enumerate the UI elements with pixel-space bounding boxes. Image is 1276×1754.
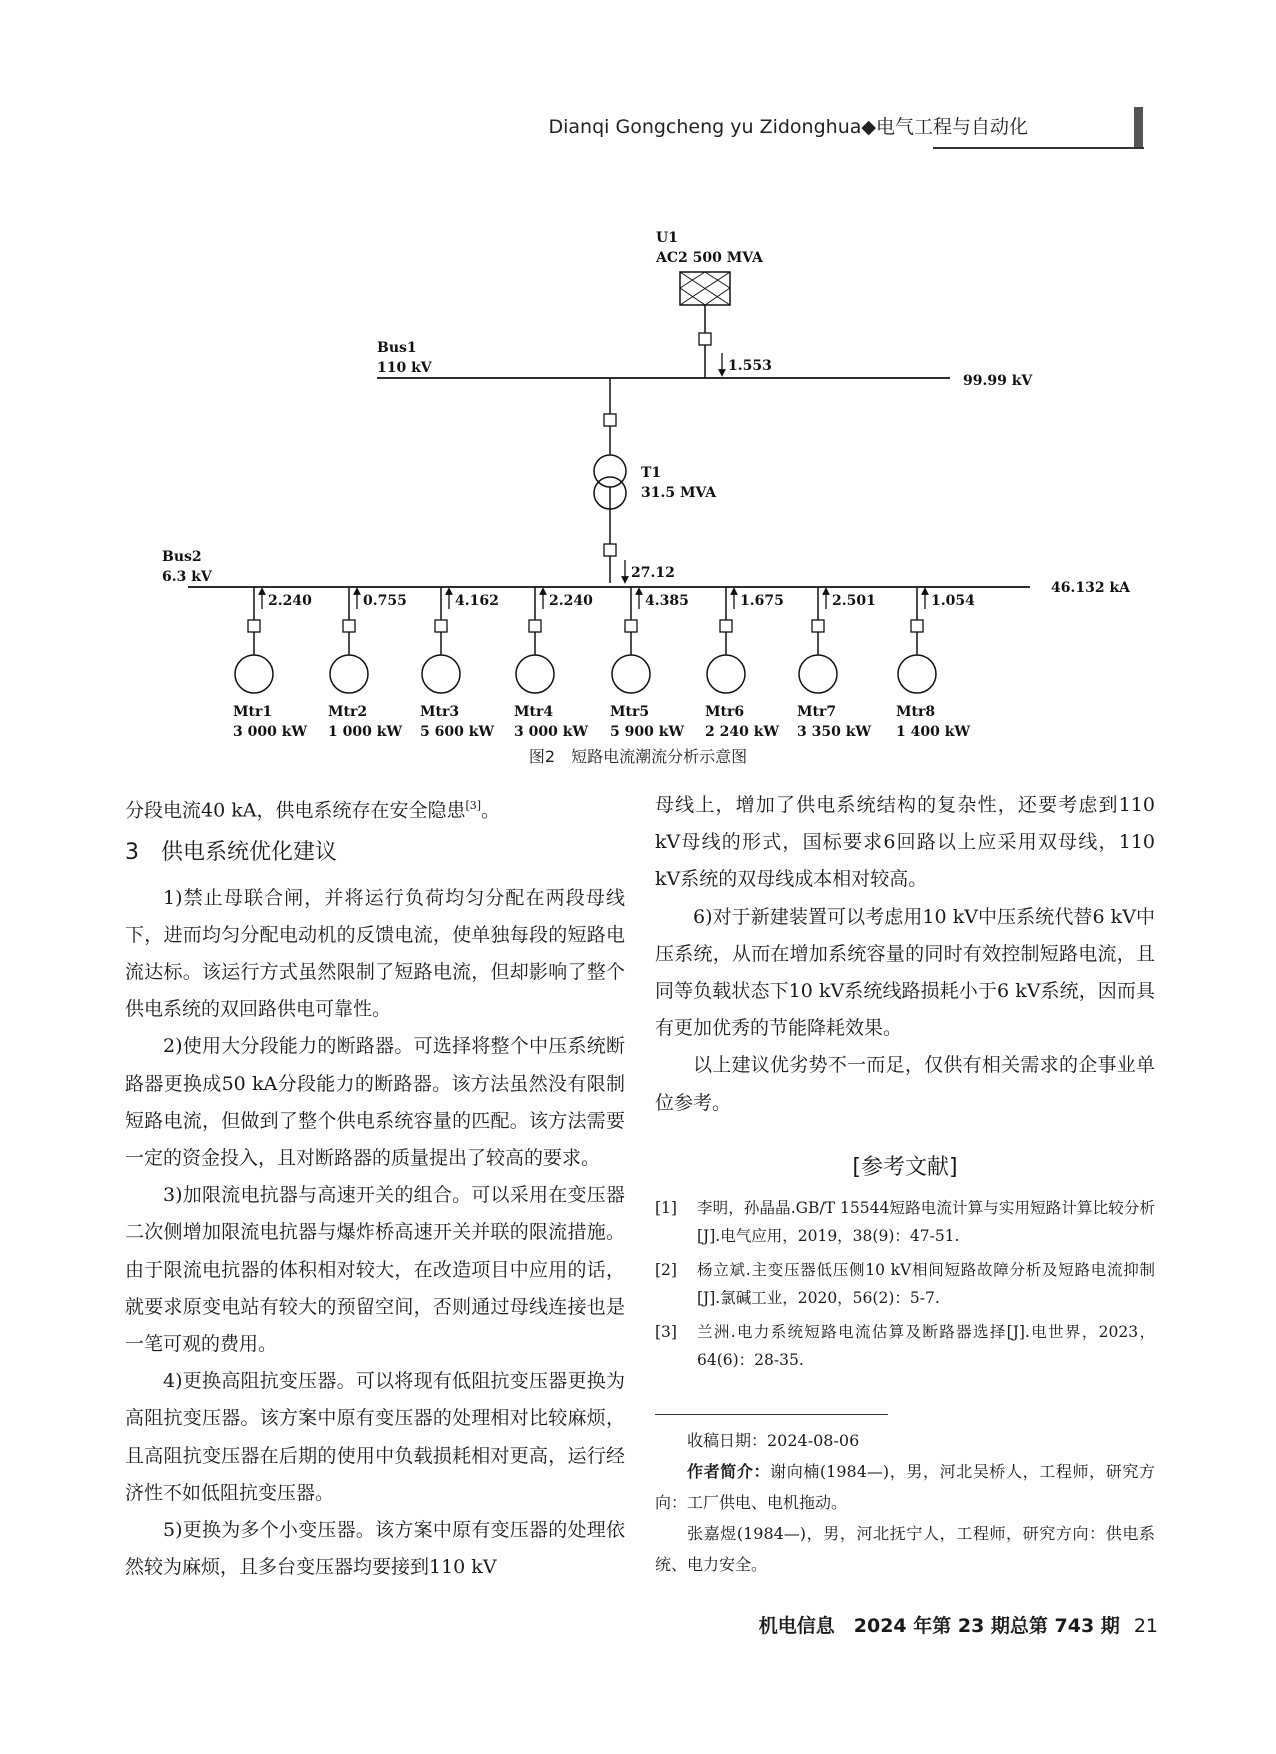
motor-branch-4 — [514, 587, 593, 740]
motor-branch-3 — [420, 587, 499, 740]
breaker-motor — [720, 620, 732, 632]
motor-name: Mtr7 — [797, 704, 837, 720]
motor-power: 1 400 kW — [896, 724, 971, 740]
breaker-motor — [911, 620, 923, 632]
motor-current: 2.240 — [268, 593, 312, 609]
breaker-motor — [529, 620, 541, 632]
motor-branch-5 — [610, 587, 689, 740]
bus2-label: Bus2 — [162, 549, 202, 565]
motor-current: 4.385 — [645, 593, 689, 609]
breaker-t1-lv — [604, 544, 616, 556]
motor-current: 1.054 — [931, 593, 975, 609]
breaker-motor — [248, 620, 260, 632]
motor-symbol — [235, 655, 273, 693]
section-heading: 3 供电系统优化建议 — [125, 839, 337, 865]
paragraph: 3)加限流电抗器与高速开关的组合。可以采用在变压器二次侧增加限流电抗器与爆炸桥高速开关并联的限流措施。由于限流电抗器的体积相对较大，在改造项目中应用的话，就要求原变电站有较大的预留空间，否则通过母线连接也是一笔可观的费用。 — [125, 1184, 625, 1355]
breaker-motor — [625, 620, 637, 632]
motor-symbol — [612, 655, 650, 693]
transformer-rating: 31.5 MVA — [641, 485, 717, 501]
figure-caption: 图2 短路电流潮流分析示意图 — [528, 747, 748, 766]
motor-current: 0.755 — [363, 593, 407, 609]
motor-power: 2 240 kW — [705, 724, 780, 740]
motor-branch-1 — [233, 587, 312, 740]
bus1-label: Bus1 — [377, 340, 417, 356]
page-footer — [759, 1611, 1158, 1638]
motor-name: Mtr3 — [420, 704, 460, 720]
circuit-diagram — [0, 0, 1276, 760]
paragraph: 4)更换高阻抗变压器。可以将现有低阻抗变压器更换为高阻抗变压器。该方案中原有变压器的处理相对比较麻烦，且高阻抗变压器在后期的使用中负载损耗相对更高，运行经济性不如低阻抗变压器。 — [125, 1370, 625, 1504]
motor-name: Mtr5 — [610, 704, 650, 720]
references-title: [参考文献] — [852, 1154, 958, 1180]
motor-branch-6 — [705, 587, 784, 740]
journal-issue: 机电信息 2024 年第 23 期总第 743 期 — [758, 1615, 1120, 1637]
paragraph: 2)使用大分段能力的断路器。可选择将整个中压系统断路器更换成50 kA分段能力的断路器。该方法虽然没有限制短路电流，但做到了整个供电系统容量的匹配。该方法需要一定的资金投入，且对断路器的质量提出了较高的要求。 — [125, 1035, 625, 1169]
reference-item: [2] 杨立斌.主变压器低压侧10 kV相间短路故障分析及短路电流抑制[J].氯碱工业，2020，56(2)：5-7. — [655, 1260, 1155, 1307]
paragraph: 1)禁止母联合闸，并将运行负荷均匀分配在两段母线下，进而均匀分配电动机的反馈电流，使单独每段的短路电流达标。该运行方式虽然限制了短路电流，但却影响了整个供电系统的双回路供电可靠性。 — [125, 886, 625, 1021]
breaker-motor — [812, 620, 824, 632]
motor-current: 2.240 — [549, 593, 593, 609]
breaker-source — [699, 333, 711, 345]
transformer-current: 27.12 — [631, 565, 675, 581]
bus1-voltage: 110 kV — [377, 360, 432, 376]
running-header: Dianqi Gongcheng yu Zidonghua◆电气工程与自动化 — [548, 116, 1028, 138]
motor-symbol — [422, 655, 460, 693]
bus2-reading: 46.132 kA — [1051, 580, 1131, 596]
source-label: U1 — [656, 230, 678, 246]
motor-branch-8 — [896, 587, 975, 740]
reference-item: [1] 李明，孙晶晶.GB/T 15544短路电流计算与实用短路计算比较分析[J].电气应用，2019，38(9)：47-51. — [655, 1198, 1155, 1245]
paragraph: 5)更换为多个小变压器。该方案中原有变压器的处理依然较为麻烦，且多台变压器均要接到110 kV — [125, 1518, 625, 1579]
motor-current: 2.501 — [832, 593, 876, 609]
motor-power: 3 350 kW — [797, 724, 872, 740]
motor-name: Mtr1 — [233, 704, 273, 720]
motor-symbol — [898, 655, 936, 693]
footnote-rule — [655, 1414, 888, 1415]
motor-power: 5 900 kW — [610, 724, 685, 740]
motor-power: 5 600 kW — [420, 724, 495, 740]
motor-symbol — [799, 655, 837, 693]
paragraph-continued: 母线上，增加了供电系统结构的复杂性，还要考虑到110 kV母线的形式，国标要求6回路以上应采用双母线，110 kV系统的双母线成本相对较高。 — [655, 794, 1155, 891]
source-rating: AC2 500 MVA — [656, 250, 763, 266]
author-bio: 张嘉煜(1984—)，男，河北抚宁人，工程师，研究方向：供电系统、电力安全。 — [655, 1523, 1155, 1574]
source-current: 1.553 — [728, 358, 772, 374]
motor-branch-2 — [328, 587, 407, 740]
left-column — [125, 787, 625, 1586]
paragraph: 以上建议优劣势不一而足，仅供有相关需求的企事业单位参考。 — [655, 1054, 1155, 1114]
motor-power: 3 000 kW — [514, 724, 589, 740]
motor-symbol — [516, 655, 554, 693]
motor-power: 1 000 kW — [328, 724, 403, 740]
motor-name: Mtr2 — [328, 704, 368, 720]
motor-name: Mtr6 — [705, 704, 745, 720]
motor-name: Mtr4 — [514, 704, 554, 720]
paragraph-continued: 分段电流40 kA，供电系统存在安全隐患[3]。 — [125, 799, 501, 822]
motor-branch-7 — [797, 587, 876, 740]
breaker-motor — [343, 620, 355, 632]
reference-item: [3] 兰洲.电力系统短路电流估算及断路器选择[J].电世界，2023，64(6)：28-35. — [655, 1322, 1155, 1369]
citation-ref: [3] — [465, 799, 482, 812]
bus2-voltage: 6.3 kV — [162, 569, 212, 585]
transformer-label: T1 — [641, 465, 662, 481]
breaker-t1-hv — [604, 414, 616, 426]
motor-power: 3 000 kW — [233, 724, 308, 740]
motor-name: Mtr8 — [896, 704, 936, 720]
received-date: 收稿日期：2024-08-06 — [687, 1430, 860, 1450]
bus1-reading: 99.99 kV — [963, 373, 1033, 389]
right-column — [655, 787, 1155, 1580]
paragraph: 6)对于新建装置可以考虑用10 kV中压系统代替6 kV中压系统，从而在增加系统容量的同时有效控制短路电流，且同等负载状态下10 kV系统线路损耗小于6 kV系统，因而具有更加优秀的节能降耗效果。 — [655, 905, 1155, 1040]
breaker-motor — [435, 620, 447, 632]
motor-symbol — [330, 655, 368, 693]
page-number: 21 — [1133, 1615, 1158, 1637]
author-bio: 作者简介：谢向楠(1984—)，男，河北吴桥人，工程师，研究方向：工厂供电、电机拖动。 — [655, 1461, 1155, 1512]
motor-current: 1.675 — [740, 593, 784, 609]
motor-current: 4.162 — [455, 593, 499, 609]
source-symbol — [680, 272, 730, 305]
motor-symbol — [707, 655, 745, 693]
